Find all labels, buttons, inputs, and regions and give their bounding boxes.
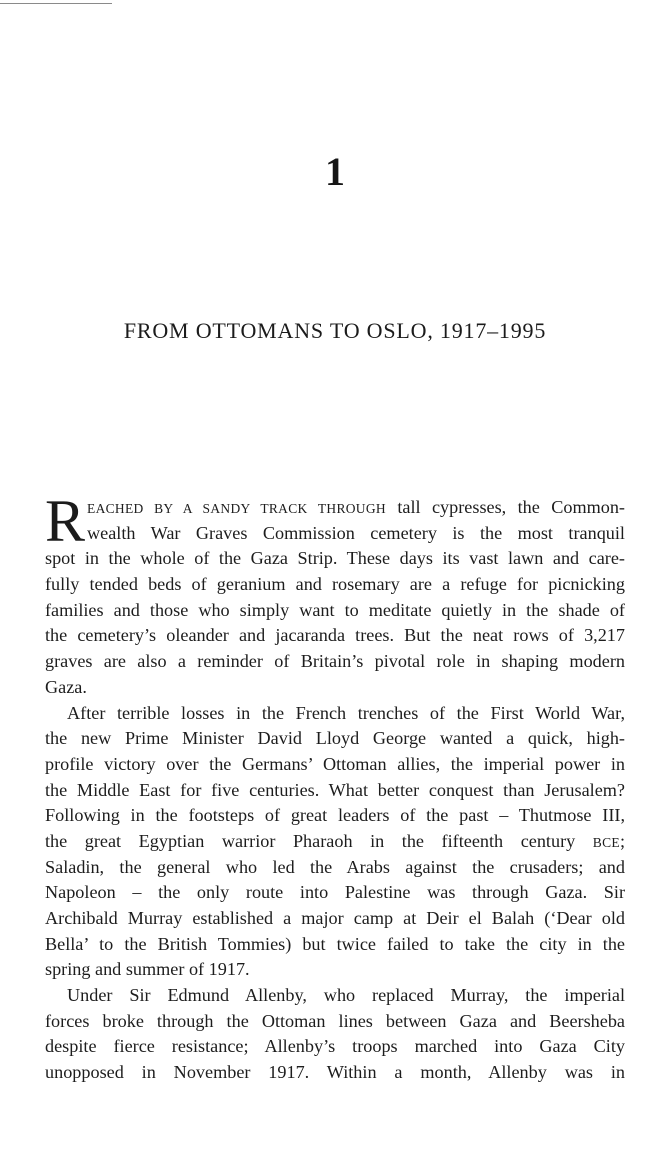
paragraph-2 — [45, 701, 625, 984]
text-line: graves are also a reminder of Britain’s pivotal role in shaping modern — [45, 651, 625, 672]
text-line: the cemetery’s oleander and jacaranda trees. But the neat rows of 3,217 — [45, 625, 625, 646]
text-line: families and those who simply want to meditate quietly in the shade of — [45, 599, 625, 620]
text-line: spring and summer of 1917. — [45, 959, 250, 980]
text-line: Napoleon – the only route into Palestine was through Gaza. Sir — [45, 882, 625, 903]
drop-cap: R — [45, 488, 86, 554]
text-line: the great Egyptian warrior Pharaoh in the fifteenth century BCE; — [45, 830, 625, 851]
text-line: unopposed in November 1917. Within a month, Allenby was in — [45, 1062, 625, 1083]
chapter-body — [45, 488, 625, 1086]
small-caps-opening: EACHED BY A SANDY TRACK THROUGH — [87, 501, 386, 516]
paragraph-3 — [45, 983, 625, 1086]
text-line: After terrible losses in the French trenches of the First World War, — [67, 702, 625, 723]
chapter-number: 1 — [325, 149, 345, 194]
chapter-title: FROM OTTOMANS TO OSLO, 1917–1995 — [123, 318, 547, 343]
text-line: Archibald Murray established a major camp at Deir el Balah (‘Dear old — [45, 908, 625, 928]
text-line: EACHED BY A SANDY TRACK THROUGH tall cypresses, the Common- — [87, 497, 625, 517]
text-line: Following in the footsteps of great leaders of the past – Thutmose III, — [45, 805, 625, 826]
text-line: the Middle East for five centuries. What better conquest than Jerusalem? — [45, 779, 625, 800]
text-line: despite fierce resistance; Allenby’s troops marched into Gaza City — [45, 1036, 625, 1057]
text-line: Gaza. — [45, 676, 87, 697]
text-line: fully tended beds of geranium and rosemary are a refuge for picnicking — [45, 574, 625, 595]
text-line: Under Sir Edmund Allenby, who replaced Murray, the imperial — [67, 985, 625, 1006]
text-line: Saladin, the general who led the Arabs against the crusaders; and — [45, 856, 625, 877]
text-line: spot in the whole of the Gaza Strip. These days its vast lawn and care- — [45, 548, 625, 569]
text-line: Bella’ to the British Tommies) but twice failed to take the city in the — [45, 933, 625, 954]
text-line: forces broke through the Ottoman lines between Gaza and Beersheba — [45, 1010, 625, 1031]
text-line: profile victory over the Germans’ Ottoman allies, the imperial power in — [45, 753, 625, 774]
text-line: wealth War Graves Commission cemetery is the most tranquil — [87, 522, 625, 543]
text-line: the new Prime Minister David Lloyd George wanted a quick, high- — [45, 728, 625, 749]
bce-abbreviation: BCE — [592, 834, 620, 850]
paragraph-1 — [45, 488, 625, 701]
top-rule — [0, 3, 112, 4]
